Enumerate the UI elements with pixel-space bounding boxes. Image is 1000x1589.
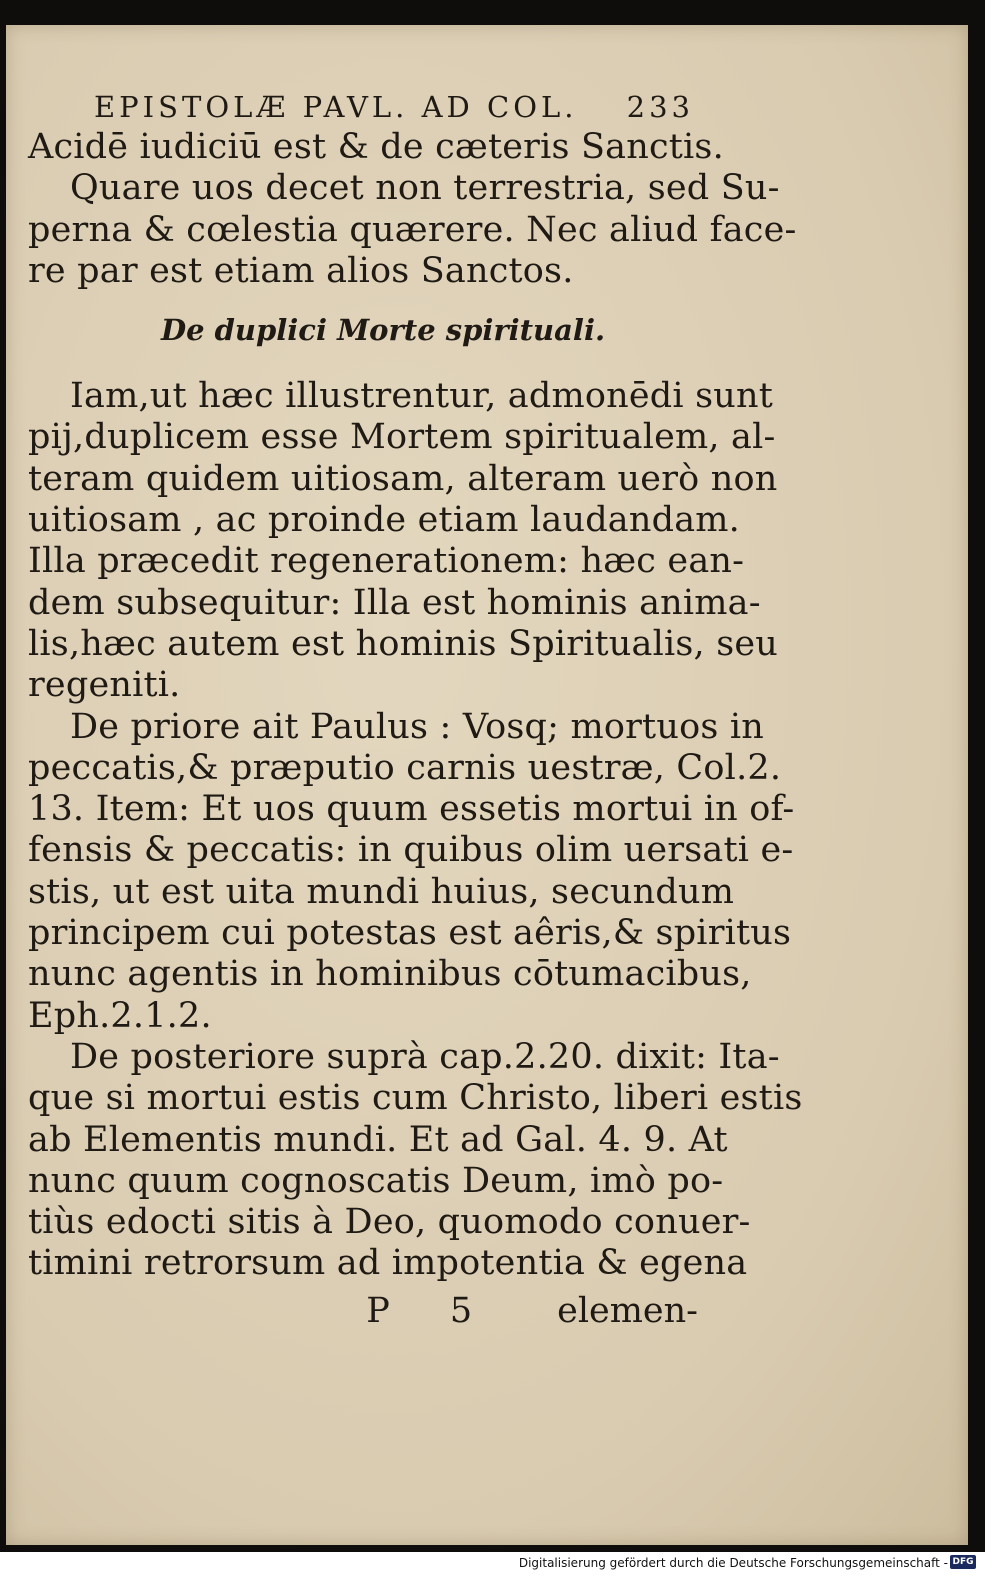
text-line: peccatis,& præputio carnis uestræ, Col.2. <box>28 747 782 788</box>
page-number: 233 <box>626 90 694 124</box>
text-line: Acidē iudiciū est & de cæteris Sanctis. <box>28 127 724 167</box>
text-line: pij,duplicem esse Mortem spiritualem, al- <box>28 417 776 458</box>
signature-mark: P <box>366 1290 390 1331</box>
catchword: elemen- <box>557 1290 698 1331</box>
catchline <box>28 1289 698 1333</box>
text-line: re par est etiam alios Sanctos. <box>28 250 574 291</box>
text-line: De posteriore suprà cap.2.20. dixit: Ita- <box>70 1036 780 1077</box>
text-line: De priore ait Paulus : Vosq; mortuos in <box>70 706 764 747</box>
paragraph-2 <box>28 376 779 706</box>
text-line: nunc agentis in hominibus cōtumacibus, <box>28 954 752 995</box>
text-line: Eph.2.1.2. <box>28 995 212 1036</box>
running-head-title: EPISTOLÆ PAVL. AD COL. <box>94 90 578 124</box>
signature-number: 5 <box>449 1290 473 1331</box>
paragraph-3 <box>28 706 795 1037</box>
text-line: tiùs edocti sitis à Deo, quomodo conuer- <box>28 1202 751 1243</box>
paragraph-1 <box>28 127 797 292</box>
dfg-logo-icon: DFG <box>950 1555 976 1569</box>
text-line: Illa præcedit regenerationem: hæc ean- <box>28 541 745 582</box>
running-head <box>94 87 694 127</box>
text-line: stis, ut est uita mundi huius, secundum <box>28 871 735 912</box>
text-line: 13. Item: Et uos quum essetis mortui in of- <box>28 789 795 830</box>
text-line: timini retrorsum ad impotentia & egena <box>28 1243 748 1284</box>
text-line: que si mortui estis cum Christo, liberi estis <box>28 1078 803 1119</box>
text-line: Quare uos decet non terrestria, sed Su- <box>70 168 780 209</box>
text-line: Iam,ut hæc illustrentur, admonēdi sunt <box>70 376 774 417</box>
digitization-credit: Digitalisierung gefördert durch die Deutsche Forschungsgemeinschaft - <box>518 1556 948 1570</box>
text-line: ab Elementis mundi. Et ad Gal. 4. 9. At <box>28 1119 728 1160</box>
text-line: lis,hæc autem est hominis Spiritualis, seu <box>28 623 779 664</box>
text-line: teram quidem uitiosam, alteram uerò non <box>28 458 778 499</box>
text-line: fensis & peccatis: in quibus olim uersati e- <box>28 830 794 871</box>
section-heading: De duplici Morte spirituali. <box>160 313 606 348</box>
text-line: nunc quum cognoscatis Deum, imò po- <box>28 1160 724 1201</box>
text-line: dem subsequitur: Illa est hominis anima- <box>28 582 761 623</box>
text-line: regeniti. <box>28 665 181 706</box>
text-line: principem cui potestas est aêris,& spiritus <box>28 913 792 954</box>
text-line: perna & cœlestia quærere. Nec aliud face- <box>28 209 797 250</box>
text-block <box>28 87 803 1333</box>
text-line: uitiosam , ac proinde etiam laudandam. <box>28 500 740 541</box>
book-page <box>6 25 968 1545</box>
paragraph-4 <box>28 1036 803 1285</box>
